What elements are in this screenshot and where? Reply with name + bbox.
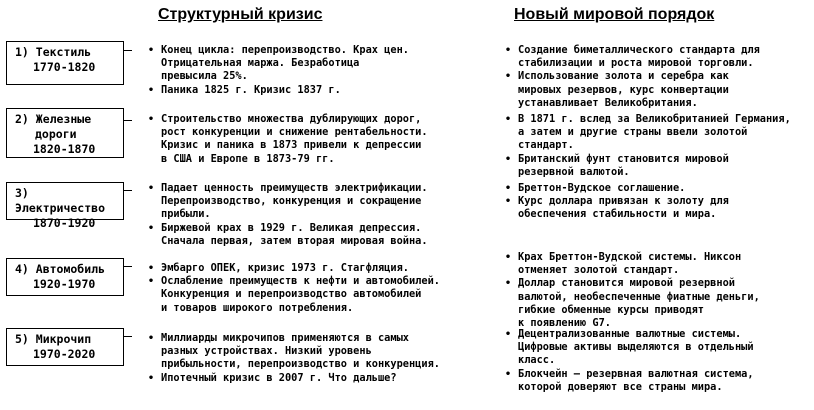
list-item: • Курс доллара привязан к золоту для обеспечения стабильности и мира. bbox=[505, 195, 805, 221]
connector-line bbox=[124, 50, 132, 51]
era-label: 3) Электричество bbox=[15, 186, 106, 215]
era-label: 1) Текстиль bbox=[15, 45, 92, 59]
crisis-list-microchip bbox=[148, 332, 488, 385]
era-box-microchip bbox=[6, 328, 124, 366]
list-item: • Британский фунт становится мировой резервной валютой. bbox=[505, 153, 805, 179]
crisis-list-automobile bbox=[148, 262, 488, 315]
order-list-digital bbox=[505, 328, 805, 394]
era-years: 1920-1970 bbox=[33, 277, 96, 291]
crisis-list-textile bbox=[148, 44, 488, 97]
list-item: • Ослабление преимуществ к нефти и автомобилей. Конкуренция и перепроизводство автомобилей и товаров широкого потребления. bbox=[148, 275, 488, 315]
connector-line bbox=[124, 266, 132, 267]
list-item: • Доллар становится мировой резервной валютой, необеспеченные фиатные деньги, гибкие обменные курсы приводят к появлению G7. bbox=[505, 277, 805, 330]
list-item: • Крах Бреттон-Вудской системы. Никсон отменяет золотой стандарт. bbox=[505, 251, 805, 277]
list-item: • Блокчейн – резервная валютная система, которой доверяют все страны мира. bbox=[505, 368, 805, 394]
era-label: 4) Автомобиль bbox=[15, 262, 106, 276]
list-item: • Конец цикла: перепроизводство. Крах цен. Отрицательная маржа. Безработица превысила 25%. bbox=[148, 44, 488, 84]
era-years: 1870-1920 bbox=[33, 216, 96, 230]
era-label: 2) Железные bbox=[15, 112, 92, 126]
connector-line bbox=[124, 120, 132, 121]
era-label-line2: дороги bbox=[35, 127, 77, 141]
order-list-fiat bbox=[505, 251, 805, 330]
list-item: • Создание биметаллического стандарта для стабилизации и роста мировой торговли. bbox=[505, 44, 805, 70]
order-list-bretton-woods bbox=[505, 182, 805, 222]
list-item: • Строительство множества дублирующих дорог, рост конкуренции и снижение рентабельности. Кризис и паника в 1873 привели к депрессии в США и Европе в 1873-79 гг. bbox=[148, 113, 488, 166]
era-box-railways bbox=[6, 108, 124, 158]
order-list-gold-silver bbox=[505, 44, 805, 110]
era-box-electricity bbox=[6, 182, 124, 230]
crisis-list-electricity bbox=[148, 182, 488, 248]
list-item: • Миллиарды микрочипов применяются в самых разных устройствах. Низкий уровень прибыльности, перепроизводство и конкуренция. bbox=[148, 332, 488, 372]
era-box-automobile bbox=[6, 258, 124, 296]
list-item: • В 1871 г. вслед за Великобританией Германия, а затем и другие страны ввели золотой стандарт. bbox=[505, 113, 805, 153]
list-item: • Падает ценность преимуществ электрификации. Перепроизводство, конкуренция и сокращение прибыли. bbox=[148, 182, 488, 222]
connector-line bbox=[124, 336, 132, 337]
list-item: • Бреттон-Вудское соглашение. bbox=[505, 182, 805, 195]
era-years: 1820-1870 bbox=[33, 142, 96, 156]
list-item: • Использование золота и серебра как мировых резервов, курс конвертации устанавливает Великобритания. bbox=[505, 70, 805, 110]
list-item: • Децентрализованные валютные системы. Цифровые активы выделяются в отдельный класс. bbox=[505, 328, 805, 368]
list-item: • Биржевой крах в 1929 г. Великая депрессия. Сначала первая, затем вторая мировая война. bbox=[148, 222, 488, 248]
era-years: 1970-2020 bbox=[33, 347, 96, 361]
era-years: 1770-1820 bbox=[33, 60, 96, 74]
connector-line bbox=[124, 190, 132, 191]
list-item: • Ипотечный кризис в 2007 г. Что дальше? bbox=[148, 372, 488, 385]
era-label: 5) Микрочип bbox=[15, 332, 92, 346]
crisis-list-railways bbox=[148, 113, 488, 166]
structural-crisis-heading: Структурный кризис bbox=[158, 6, 323, 23]
list-item: • Паника 1825 г. Кризис 1837 г. bbox=[148, 84, 488, 97]
new-world-order-heading: Новый мировой порядок bbox=[514, 6, 715, 23]
order-list-gold-standard bbox=[505, 113, 805, 179]
list-item: • Эмбарго ОПЕК, кризис 1973 г. Стагфляция. bbox=[148, 262, 488, 275]
era-box-textile bbox=[6, 41, 124, 85]
